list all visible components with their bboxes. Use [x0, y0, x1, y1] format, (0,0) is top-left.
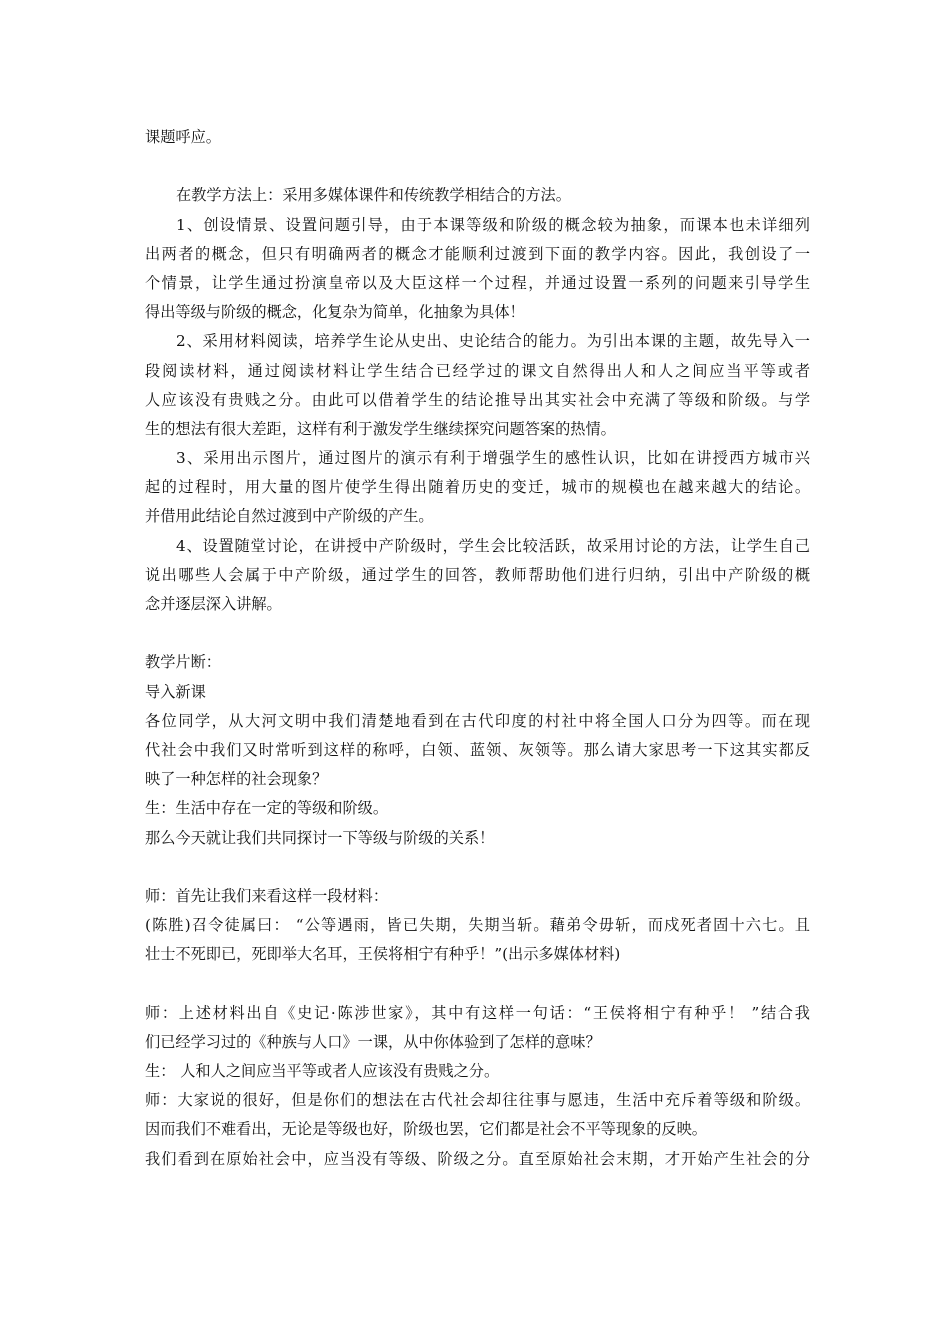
text-line: 人应该没有贵贱之分。由此可以借着学生的结论推导出其实社会中充满了等级和阶级。与学: [145, 390, 810, 409]
text-line: 生的想法有很大差距，这样有利于激发学生继续探究问题答案的热情。: [145, 419, 616, 438]
text-line: 们已经学习过的《种族与人口》一课，从中你体验到了怎样的意味？: [145, 1032, 601, 1051]
text-line: 在教学方法上：采用多媒体课件和传统教学相结合的方法。: [176, 186, 571, 205]
text-line: 说出哪些人会属于中产阶级，通过学生的回答，教师帮助他们进行归纳，引出中产阶级的概: [145, 565, 810, 584]
text-line: 师：大家说的很好，但是你们的想法在古代社会却往往事与愿违，生活中充斥着等级和阶级。: [145, 1091, 810, 1110]
blank-line: [145, 619, 810, 648]
text-line: 念并逐层深入讲解。: [145, 595, 282, 613]
section-heading: 教学片断：: [145, 653, 221, 672]
text-line: 代社会中我们又时常听到这样的称呼，白领、蓝领、灰领等。那么请大家思考一下这其实都反: [145, 740, 810, 759]
text-line: 生：生活中存在一定的等级和阶级。: [145, 799, 388, 818]
text-line: 得出等级与阶级的概念，化复杂为简单，化抽象为具体！: [145, 303, 525, 322]
text-line: 生： 人和人之间应当平等或者人应该没有贵贱之分。: [145, 1062, 500, 1080]
text-line: 并借用此结论自然过渡到中产阶级的产生。: [145, 507, 434, 526]
section-subheading: 导入新课: [145, 682, 206, 701]
text-line: 那么今天就让我们共同探讨一下等级与阶级的关系！: [145, 828, 495, 847]
text-line: 出两者的概念，但只有明确两者的概念才能顺利过渡到下面的教学内容。因此，我创设了一: [145, 244, 810, 263]
text-line: 课题呼应。: [145, 128, 221, 146]
text-line: 因而我们不难看出，无论是等级也好，阶级也罢，它们都是社会不平等现象的反映。: [145, 1120, 707, 1139]
text-line: 映了一种怎样的社会现象？: [145, 770, 328, 789]
blank-line: [145, 853, 810, 882]
text-line: 壮士不死即已，死即举大名耳，王侯将相宁有种乎！”(出示多媒体材料): [145, 945, 621, 964]
text-line: 师：首先让我们来看这样一段材料：: [145, 886, 388, 905]
text-line: 师：上述材料出自《史记·陈涉世家》，其中有这样一句话：“王侯将相宁有种乎！ ”结合我: [145, 1003, 810, 1022]
blank-line: [145, 152, 810, 181]
blank-line: [145, 969, 810, 998]
text-line: 起的过程时，用大量的图片使学生得出随着历史的变迁，城市的规模也在越来越大的结论。: [145, 478, 810, 497]
text-line: 1、创设情景、设置问题引导，由于本课等级和阶级的概念较为抽象，而课本也未详细列: [176, 215, 810, 234]
text-line: 个情景，让学生通过扮演皇帝以及大臣这样一个过程，并通过设置一系列的问题来引导学生: [145, 273, 810, 292]
text-line: 各位同学，从大河文明中我们清楚地看到在古代印度的村社中将全国人口分为四等。而在现: [145, 711, 810, 730]
text-line: 3、采用出示图片，通过图片的演示有利于增强学生的感性认识，比如在讲授西方城市兴: [176, 449, 810, 468]
text-line: 段阅读材料，通过阅读材料让学生结合已经学过的课文自然得出人和人之间应当平等或者: [145, 361, 810, 380]
text-line: 2、采用材料阅读，培养学生论从史出、史论结合的能力。为引出本课的主题，故先导入一: [176, 332, 810, 351]
text-line: 4、设置随堂讨论，在讲授中产阶级时，学生会比较活跃，故采用讨论的方法，让学生自己: [176, 536, 810, 555]
text-line: (陈胜)召令徒属曰： “公等遇雨，皆已失期，失期当斩。藉弟令毋斩，而戍死者固十六七。且: [145, 916, 810, 935]
document-body: [145, 123, 810, 1174]
text-line: 我们看到在原始社会中，应当没有等级、阶级之分。直至原始社会末期，才开始产生社会的分: [145, 1149, 810, 1168]
